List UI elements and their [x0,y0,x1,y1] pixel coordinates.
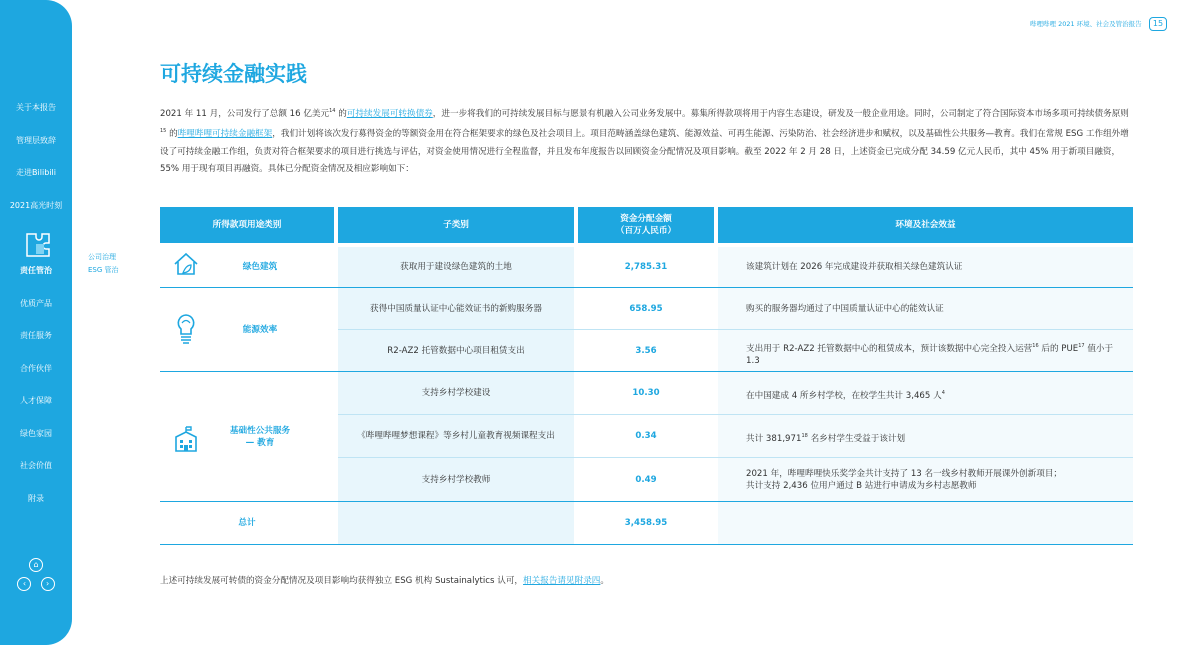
row-2-sub: R2-AZ2 托管数据中心项目租赁支出 [387,345,525,356]
sidebar-item-social[interactable]: 社会价值 [20,461,52,470]
row-0-sub: 获取用于建设绿色建筑的土地 [400,262,512,272]
appendix-link[interactable]: 相关报告请见附录四 [523,576,601,586]
sidebar-item-highlights[interactable]: 2021高光时刻 [9,201,63,210]
sidebar-item-partners[interactable]: 合作伙伴 [20,364,52,373]
sidebar-item-bilibili[interactable]: 走进Bilibili [16,168,56,177]
sidebar-item-green[interactable]: 绿色家园 [20,429,52,438]
footer-note: 上述可持续发展可转债的资金分配情况及项目影响均获得独立 ESG 机构 Sustainalytics 认可，相关报告请见附录四。 [160,576,609,586]
sidebar-item-governance[interactable]: 责任管治 [20,266,52,275]
school-building-icon [172,425,200,453]
row-0-benefit: 该建筑计划在 2026 年完成建设并获取相关绿色建筑认证 [746,262,963,272]
category-energy-efficiency: 能源效率 [242,324,278,335]
house-leaf-icon [172,251,200,277]
sidebar-item-message[interactable]: 管理层致辞 [16,136,56,145]
divider [160,544,1133,545]
header-category: 所得款项用途类别 [160,207,334,243]
row-4-amount: 0.34 [635,431,657,441]
row-1-sub: 获得中国质量认证中心能效证书的新购服务器 [370,303,542,314]
row-0-amount: 2,785.31 [624,262,668,272]
puzzle-icon [22,228,56,258]
report-header-title: 哔哩哔哩 2021 环境、社会及管治报告 [1030,20,1142,28]
row-5-sub: 支持乡村学校教师 [421,474,491,485]
sidebar-nav [0,0,72,645]
row-3-amount: 10.30 [632,388,660,398]
row-1-amount: 658.95 [629,303,663,314]
row-2-benefit: 支出用于 R2-AZ2 托管数据中心的租赁成本，预计该数据中心完全投入运营$^{16}$ 后的 PUE$^{17}$ 值小于 1.3 [746,343,1114,366]
row-3-benefit: 在中国建成 4 所乡村学校，在校学生共计 3,465 人$^4$ [746,390,945,401]
header-benefit: 环境及社会效益 [718,207,1133,243]
sidebar-item-talent[interactable]: 人才保障 [20,396,52,405]
intro-paragraph: 2021 年 11 月，公司发行了总额 16 亿美元$^{14}$ 的可持续发展可转换债券，进一步将我们的可持续发展目标与愿景有机融入公司业务发展中。募集所得款项将用于内容生态建设，研发及一般企业用途。同时，公司制定了符合国际资本市场多项可持续债务原则$^{15}$ 的哔哩哔哩可持续金融框架，我们计划将该次发行募得资金的等额资金用在符合框架要求的绿色及社会项目上。项目范畴涵盖绿色建筑、能源效益、可再生能源、污染防治、社会经济进步和赋权，以及基础性公共服务—教育。我们在常规 ESG 工作组外增设了可持续金融工作组，负责对符合框架要求的项目进行挑选与评估，对资金使用情况进行全程监督，并且发布年度报告以回顾资金分配情况及项目影响。截至 2022 年 2 月 28 日，上述资金已完成分配 34.59 亿元人民币，其中 45% 用于新项目融资，55% 用于现有项目再融资。具体已分配资金情况及相应影响如下： [160,108,1129,175]
row-4-benefit: 共计 381,971$^{18}$ 名乡村学生受益于该计划 [746,433,906,444]
category-education: 基础性公共服务 — 教育 [229,425,291,448]
row-5-amount: 0.49 [635,474,657,485]
sidebar-item-appendix[interactable]: 附录 [28,494,44,503]
lightbulb-icon [176,313,196,347]
page-title: 可持续金融实践 [160,62,307,86]
sidebar-item-products[interactable]: 优质产品 [20,299,52,308]
page-number: 15 [1149,17,1167,31]
row-1-benefit: 购买的服务器均通过了中国质量认证中心的能效认证 [746,303,944,314]
total-label: 总计 [238,518,256,528]
header-amount: 资金分配金额 （百万人民币） [578,207,714,243]
home-icon[interactable]: ⌂ [29,558,43,572]
row-5-benefit: 2021 年，哔哩哔哩快乐奖学金共计支持了 13 名一线乡村教师开展课外创新项目； 共计支持 2,436 位用户通过 B 站进行申请成为乡村志愿教师 [746,468,1063,491]
finance-framework-link[interactable]: 哔哩哔哩可持续金融框架 [177,129,273,140]
category-green-building: 绿色建筑 [242,262,278,272]
subnav-corporate-governance[interactable]: 公司治理 [88,253,116,261]
sidebar-item-service[interactable]: 责任服务 [20,331,52,340]
next-page-icon[interactable]: › [41,577,55,591]
subnav-esg-governance[interactable]: ESG 管治 [88,266,119,274]
row-4-sub: 《哔哩哔哩梦想课程》等乡村儿童教育视频课程支出 [357,431,555,441]
prev-page-icon[interactable]: ‹ [17,577,31,591]
row-2-amount: 3.56 [635,345,657,356]
row-3-sub: 支持乡村学校建设 [421,388,491,398]
total-amount: 3,458.95 [624,518,668,528]
sidebar-item-about[interactable]: 关于本报告 [16,103,56,112]
header-subcategory: 子类别 [338,207,574,243]
convertible-bond-link[interactable]: 可持续发展可转换债券 [346,108,433,119]
